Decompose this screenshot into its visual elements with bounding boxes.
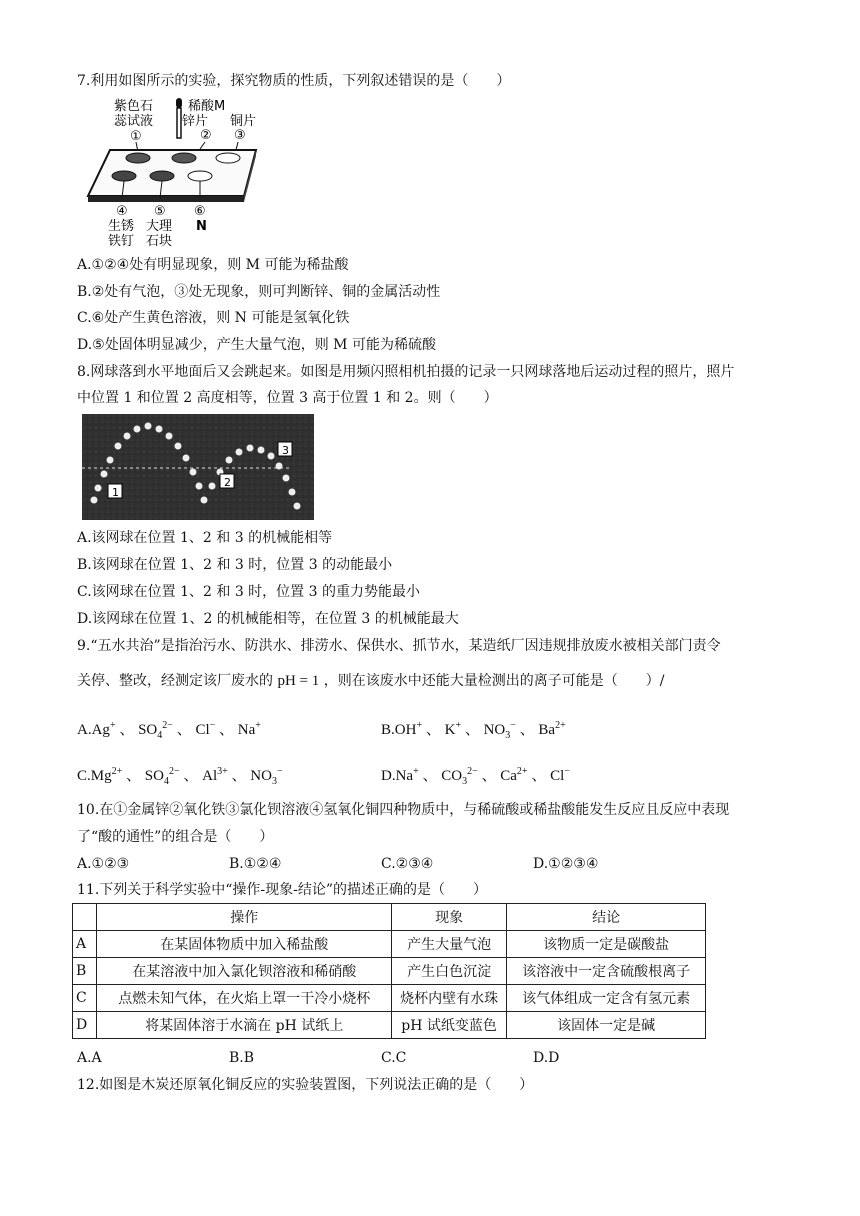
q8-marker-3: 3	[282, 444, 289, 457]
q10-option-b: B.①②④	[229, 856, 282, 872]
q8-option-b: B.该网球在位置 1、2 和 3 时，位置 3 的动能最小	[77, 557, 393, 573]
q7-num-3: ③	[234, 128, 246, 143]
q11-options	[77, 1049, 777, 1067]
q10-stem-2: 了“酸的通性”的组合是（ ）	[77, 829, 274, 845]
q8-option-d: D.该网球在位置 1、2 的机械能相等，在位置 3 的机械能最大	[77, 611, 459, 627]
dropper-bulb-icon	[176, 98, 182, 108]
q7-label-litmus-1: 紫色石	[114, 99, 154, 114]
q7-option-b: B.②处有气泡，③处无现象，则可判断锌、铜的金属活动性	[77, 284, 441, 300]
q9-stem-2	[77, 672, 664, 690]
q11-option-a: A.A	[77, 1050, 102, 1066]
table-row: B 在某溶液中加入氯化钡溶液和稀硝酸 产生白色沉淀 该溶液中一定含硫酸根离子	[73, 958, 706, 985]
q7-figure-spot-plate	[80, 94, 270, 248]
q11-option-b: B.B	[229, 1050, 255, 1066]
q8-figure-tennis-photo	[82, 414, 314, 520]
q7-label-acid: 稀酸M	[188, 99, 226, 114]
q7-num-2: ②	[200, 128, 212, 143]
q8-stem-1: 8.网球落到水平地面后又会跳起来。如图是用频闪照相机拍摄的记录一只网球落地后运动过程的照片，照片	[77, 364, 735, 380]
q10-option-a: A.①②③	[77, 856, 130, 872]
q7-label-nail-1: 生锈	[108, 219, 135, 234]
q8-marker-2: 2	[224, 476, 231, 489]
q7-label-marble-1: 大理	[146, 219, 173, 234]
q11-stem: 11.下列关于科学实验中“操作-现象-结论”的描述正确的是（ ）	[77, 882, 488, 898]
q7-num-4: ④	[116, 204, 128, 219]
q7-stem: 7.利用如图所示的实验，探究物质的性质，下列叙述错误的是（ ）	[77, 73, 511, 89]
q10-option-d: D.①②③④	[533, 856, 599, 872]
table-row: A 在某固体物质中加入稀盐酸 产生大量气泡 该物质一定是碳酸盐	[73, 931, 706, 958]
q7-label-copper: 铜片	[230, 114, 257, 129]
table-header-row	[73, 904, 706, 931]
q7-num-5: ⑤	[154, 204, 166, 219]
q10-options	[77, 855, 777, 873]
header-phenomenon: 现象	[392, 904, 507, 931]
q10-option-c: C.②③④	[381, 856, 434, 872]
q7-label-nail-2: 铁钉	[108, 234, 135, 248]
q9-option-c: $C.Mg^{2+}$ 、 $SO_4^{2-}$ 、 $Al^{3+}$ 、 $NO_3^-$	[77, 766, 283, 787]
table-row: D 将某固体溶于水滴在 pH 试纸上 pH 试纸变蓝色 该固体一定是碱	[73, 1012, 706, 1039]
q11-option-d: D.D	[533, 1050, 560, 1066]
q9-option-b: B.OH+ 、 K+ 、 $NO_3^-$ 、 $Ba^{2+}$	[381, 720, 566, 741]
q8-option-a: A.该网球在位置 1、2 和 3 的机械能相等	[77, 530, 333, 546]
q8-stem-2: 中位置 1 和位置 2 高度相等，位置 3 高于位置 1 和 2。则（ ）	[77, 390, 498, 406]
q7-label-N: N	[196, 219, 207, 234]
q11-table	[72, 903, 706, 1039]
header-operation: 操作	[97, 904, 392, 931]
q9-ph-value: pH = 1	[277, 673, 320, 689]
q9-stem-1: 9.“五水共治”是指治污水、防洪水、排涝水、保供水、抓节水，某造纸厂因违规排放废水被相关部门责令	[77, 638, 721, 654]
table-row: C 点燃未知气体，在火焰上罩一干冷小烧杯 烧杯内壁有水珠 该气体组成一定含有氢元素	[73, 985, 706, 1012]
q7-option-c: C.⑥处产生黄色溶液，则 N 可能是氢氧化铁	[77, 310, 350, 326]
header-conclusion: 结论	[507, 904, 706, 931]
q7-num-1: ①	[130, 129, 142, 144]
q7-label-litmus-2: 蕊试液	[114, 114, 154, 129]
q9-option-d: D.Na+ 、 $CO_3^{2-}$ 、 $Ca^{2+}$ 、 Cl−	[381, 766, 570, 787]
q7-label-zinc: 锌片	[182, 114, 209, 129]
dropper-tube-icon	[177, 108, 181, 138]
q9-option-a: A.Ag+ 、 $SO_4^{2-}$ 、 Cl− 、 Na+	[77, 720, 261, 741]
q7-num-6: ⑥	[194, 204, 206, 219]
q9-stem-2-post: ，则在该废水中还能大量检测出的离子可能是（ ）/	[323, 673, 665, 689]
q9-stem-2-pre: 关停、整改，经测定该厂废水的	[77, 673, 273, 689]
q7-option-a: A.①②④处有明显现象，则 M 可能为稀盐酸	[77, 257, 349, 273]
q7-option-d: D.⑤处固体明显减少，产生大量气泡，则 M 可能为稀硫酸	[77, 337, 436, 353]
q7-label-marble-2: 石块	[146, 234, 173, 248]
q8-marker-1: 1	[112, 486, 119, 499]
q11-option-c: C.C	[381, 1050, 407, 1066]
q12-stem: 12.如图是木炭还原氧化铜反应的实验装置图，下列说法正确的是（ ）	[77, 1077, 534, 1093]
q8-option-c: C.该网球在位置 1、2 和 3 时，位置 3 的重力势能最小	[77, 584, 420, 600]
q10-stem-1: 10.在①金属锌②氧化铁③氯化钡溶液④氢氧化铜四种物质中，与稀硫酸或稀盐酸能发生反应且反应中表现	[77, 802, 730, 818]
